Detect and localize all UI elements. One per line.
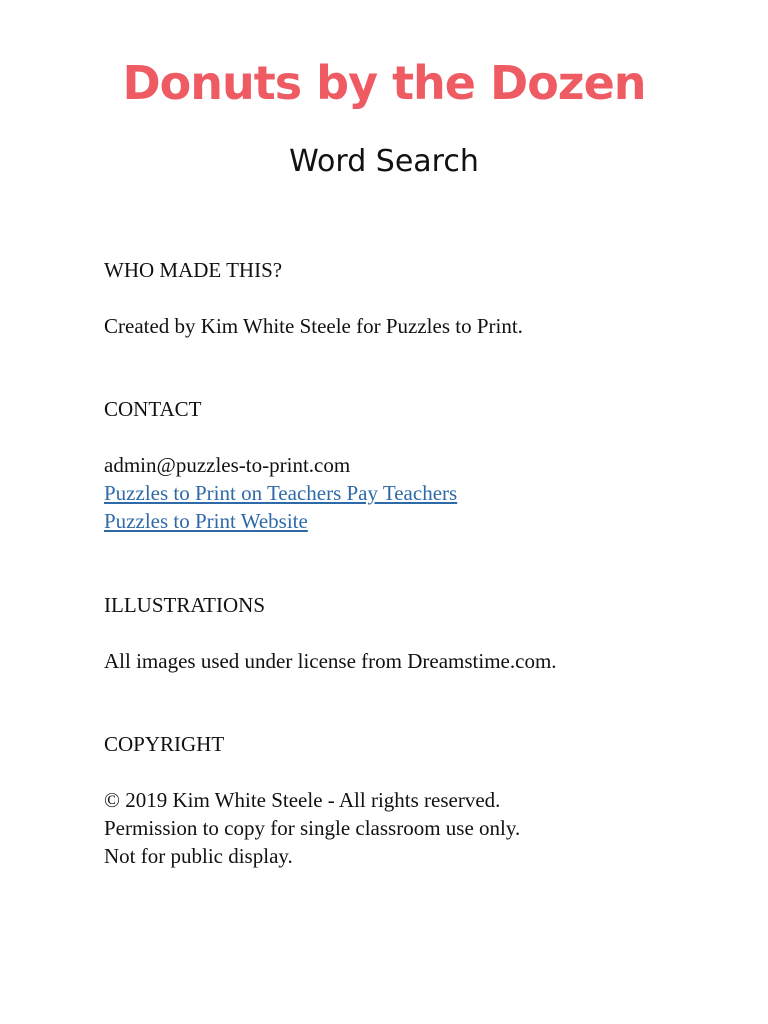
contact-heading: CONTACT	[104, 397, 202, 421]
copyright-heading: COPYRIGHT	[104, 732, 225, 756]
copyright-line-3: Not for public display.	[104, 844, 293, 868]
copyright-line-2: Permission to copy for single classroom use only.	[104, 816, 521, 840]
copyright-line-1: © 2019 Kim White Steele - All rights reserved.	[104, 788, 501, 812]
contact-email: admin@puzzles-to-print.com	[104, 453, 351, 477]
who-text: Created by Kim White Steele for Puzzles to Print.	[104, 314, 523, 338]
illustrations-heading: ILLUSTRATIONS	[104, 593, 265, 617]
illustrations-text: All images used under license from Dreamstime.com.	[104, 649, 557, 673]
page-subtitle: Word Search	[289, 144, 479, 179]
website-link[interactable]: Puzzles to Print Website	[104, 509, 308, 533]
tpt-link[interactable]: Puzzles to Print on Teachers Pay Teachers	[104, 481, 458, 505]
page-title: Donuts by the Dozen	[122, 56, 646, 110]
who-heading: WHO MADE THIS?	[104, 258, 283, 282]
